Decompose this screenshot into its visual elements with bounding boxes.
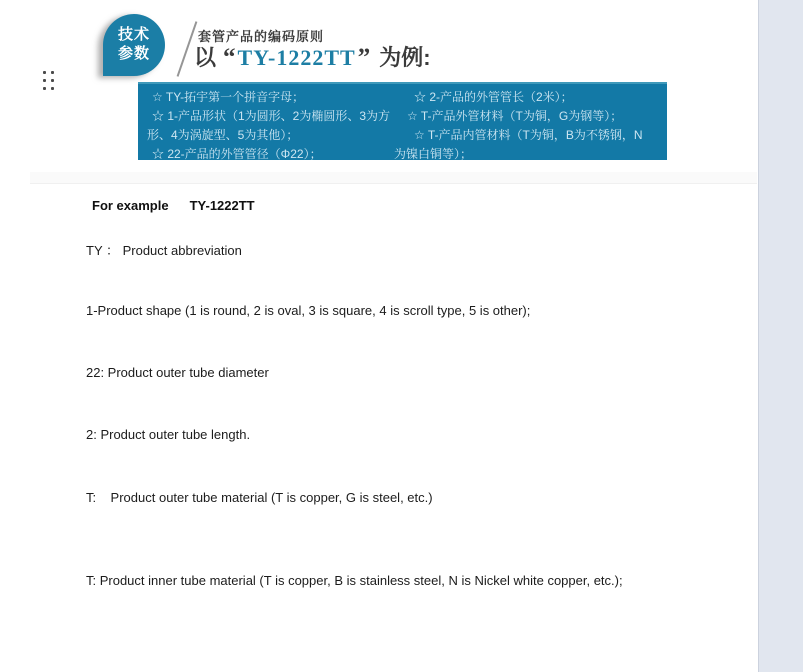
coding-rules-left-column bbox=[147, 88, 390, 164]
paragraph-outer-tube-length: 2: Product outer tube length. bbox=[86, 427, 251, 442]
open-quote: “ bbox=[223, 44, 236, 71]
rule-line: ☆ 22-产品的外管管径（Φ22）； bbox=[152, 147, 322, 161]
paragraph-inner-tube-material: T: Product inner tube material (T is copper, B is stainless steel, N is Nickel white copper, etc.); bbox=[86, 573, 623, 588]
tech-params-badge bbox=[103, 14, 165, 76]
title-suffix: 为例: bbox=[379, 45, 431, 70]
paragraph-outer-tube-material: T: Product outer tube material (T is copper, G is steel, etc.) bbox=[86, 490, 433, 505]
paragraph-product-abbreviation: TY ： Product abbreviation bbox=[86, 243, 242, 258]
title-prefix: 以 bbox=[194, 45, 217, 70]
rule-line: 为镍白铜等）； bbox=[394, 147, 473, 161]
example-heading bbox=[92, 198, 255, 213]
rule-line: ☆ T-产品内管材料（T为铜，B为不锈钢，N bbox=[414, 128, 643, 142]
paragraph-outer-tube-diameter: 22: Product outer tube diameter bbox=[86, 365, 269, 380]
page-right-gutter bbox=[758, 0, 803, 672]
rule-line: ☆ TY-拓宇第一个拼音字母； bbox=[152, 90, 305, 104]
rule-line: ☆ 2-产品的外管管长（2米）； bbox=[414, 90, 573, 104]
banner-bottom-strip bbox=[30, 172, 757, 184]
example-label: For example bbox=[92, 198, 169, 213]
banner-title bbox=[194, 41, 431, 72]
coding-rules-box bbox=[138, 82, 667, 160]
title-product-code: TY-1222TT bbox=[237, 45, 356, 70]
rule-line: 形、4为涡旋型、5为其他）； bbox=[147, 128, 299, 142]
rule-line: ☆ 1-产品形状（1为圆形、2为椭圆形、3为方 bbox=[152, 109, 391, 123]
banner-image[interactable] bbox=[30, 8, 757, 185]
banner-subtitle: 套管产品的编码原则 bbox=[198, 29, 325, 44]
coding-rules-right-column bbox=[394, 88, 643, 164]
badge-line1: 技术 bbox=[117, 26, 150, 44]
paragraph-product-shape: 1-Product shape (1 is round, 2 is oval, 3 is square, 4 is scroll type, 5 is other); bbox=[86, 303, 531, 318]
close-quote: ” bbox=[357, 44, 371, 71]
badge-line2: 参数 bbox=[117, 45, 150, 62]
rule-line: ☆ T-产品外管材料（T为铜，G为钢等）； bbox=[407, 109, 623, 123]
example-product-code: TY-1222TT bbox=[189, 198, 255, 213]
